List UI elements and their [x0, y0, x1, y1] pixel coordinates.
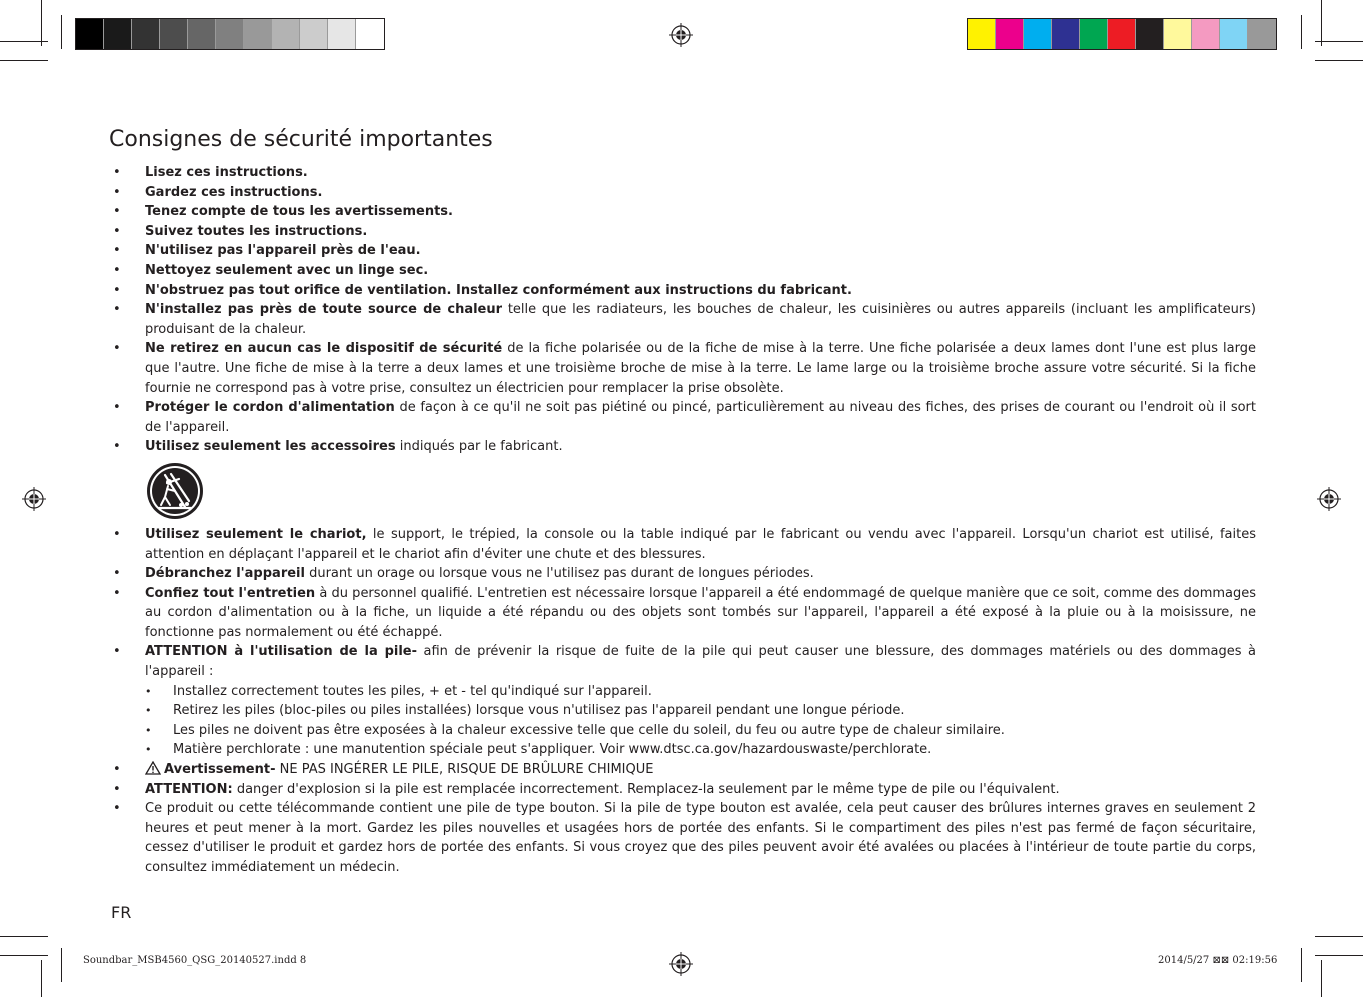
- sub-list-item: • Retirez les piles (bloc-piles ou piles installées) lorsque vous n'utilisez pas l'appareil pendant une longue période.: [109, 701, 1256, 721]
- battery-sub-list: [145, 682, 1256, 760]
- list-item: [109, 398, 1256, 437]
- list-item: [109, 241, 1256, 261]
- instruction-list-continued: [109, 525, 1256, 878]
- cart-warning-icon: [145, 461, 205, 521]
- color-swatch: [1052, 19, 1080, 49]
- item-bold-text: N'installez pas près de toute source de chaleur: [145, 302, 503, 318]
- list-item: [109, 261, 1256, 281]
- cmyk-color-bar: [967, 18, 1277, 50]
- page-title: Consignes de sécurité importantes: [109, 127, 493, 152]
- item-bold-text: Gardez ces instructions.: [145, 184, 323, 200]
- item-text: indiqués par le fabricant.: [395, 439, 563, 455]
- list-item: [109, 799, 1256, 877]
- color-swatch: [244, 19, 272, 49]
- item-bold-text: Confiez tout l'entretien: [145, 585, 316, 601]
- color-swatch: [300, 19, 328, 49]
- color-swatch: [1220, 19, 1248, 49]
- item-bold-text: ATTENTION:: [145, 781, 233, 797]
- registration-mark-icon: [669, 23, 693, 47]
- item-text: afin de prévenir la risque de fuite de la pile qui peut causer une blessure, des dommages matériels ou des dommages à l'appareil :: [145, 644, 1256, 680]
- color-swatch: [1248, 19, 1276, 49]
- list-item: [109, 339, 1256, 398]
- list-item: [109, 437, 1256, 457]
- item-text: NE PAS INGÉRER LE PILE, RISQUE DE BRÛLURE CHIMIQUE: [275, 762, 654, 778]
- color-swatch: [76, 19, 104, 49]
- cart-warning-row: [109, 457, 1256, 525]
- item-bold-text: Lisez ces instructions.: [145, 165, 308, 180]
- color-swatch: [216, 19, 244, 49]
- color-swatch: [1108, 19, 1136, 49]
- color-swatch: [356, 19, 384, 49]
- list-item: [109, 564, 1256, 584]
- list-item: [109, 300, 1256, 339]
- list-item: [109, 760, 1256, 780]
- color-swatch: [160, 19, 188, 49]
- list-item: [109, 202, 1256, 222]
- sub-list-item: • Matière perchlorate : une manutention spéciale peut s'appliquer. Voir www.dtsc.ca.gov/hazardouswaste/perchlorate.: [109, 740, 1256, 760]
- list-item: [109, 281, 1256, 301]
- list-item: [109, 183, 1256, 203]
- item-bold-text: Suivez toutes les instructions.: [145, 223, 368, 239]
- item-bold-text: Nettoyez seulement avec un linge sec.: [145, 262, 429, 278]
- item-bold-text: N'utilisez pas l'appareil près de l'eau.: [145, 243, 421, 259]
- color-swatch: [1164, 19, 1192, 49]
- registration-mark-icon: [1317, 487, 1341, 511]
- item-bold-text: Utilisez seulement le chariot,: [145, 526, 367, 542]
- registration-mark-icon: [22, 487, 46, 511]
- sub-list-item: • Installez correctement toutes les piles, + et - tel qu'indiqué sur l'appareil.: [109, 682, 1256, 702]
- language-code: FR: [111, 903, 132, 922]
- list-item: [109, 222, 1256, 242]
- list-item: [109, 780, 1256, 800]
- item-text: Ce produit ou cette télécommande contient une pile de type bouton. Si la pile de type bouton est avalée, cela peut causer des brûlures internes graves en seulement 2 heures et peut mener à la mort. Gardez les piles nouvelles et usagées hors de portée des enfants. Si le compartiment des piles n'est pas fermé de façon sécuritaire, cessez d'utiliser le produit et gardez hors de portée des enfants. Si vous croyez que des piles peuvent avoir été avalées ou placées à l'intérieur de toute partie du corps, consultez immédiatement un médecin.: [145, 801, 1256, 875]
- color-swatch: [1136, 19, 1164, 49]
- color-swatch: [1080, 19, 1108, 49]
- sub-list-item: • Les piles ne doivent pas être exposées à la chaleur excessive telle que celle du soleil, du feu ou autre type de chaleur similaire.: [109, 721, 1256, 741]
- list-item: [109, 642, 1256, 760]
- timestamp-slug: 2014/5/27 ⊠⊠ 02:19:56: [1158, 955, 1278, 966]
- item-bold-text: N'obstruez pas tout orifice de ventilation. Installez conformément aux instructions du fabricant.: [145, 282, 852, 298]
- color-swatch: [1192, 19, 1220, 49]
- item-bold-text: Utilisez seulement les accessoires: [145, 439, 396, 455]
- registration-mark-icon: [669, 952, 693, 976]
- item-bold-text: Protéger le cordon d'alimentation: [145, 400, 395, 416]
- item-bold-text: ATTENTION à l'utilisation de la pile-: [145, 644, 418, 660]
- color-swatch: [996, 19, 1024, 49]
- item-bold-text: Débranchez l'appareil: [145, 566, 305, 582]
- item-text: le support, le trépied, la console ou la table indiqué par le fabricant ou vendu avec l'appareil. Lorsqu'un chariot est utilisé, faites attention en déplaçant l'appareil et le chariot afin d'éviter une chute et des blessures.: [145, 526, 1257, 562]
- item-text: danger d'explosion si la pile est remplacée incorrectement. Remplacez-la seulement par le même type de pile ou l'équivalent.: [232, 781, 1060, 797]
- item-bold-text: Ne retirez en aucun cas le dispositif de sécurité: [145, 341, 503, 357]
- list-item: [109, 163, 1256, 183]
- list-item: [109, 584, 1256, 643]
- file-slug: Soundbar_MSB4560_QSG_20140527.indd 8: [83, 955, 307, 966]
- color-swatch: [328, 19, 356, 49]
- color-swatch: [968, 19, 996, 49]
- instruction-list: [109, 163, 1256, 457]
- safety-instructions: [109, 163, 1256, 878]
- grayscale-color-bar: [75, 18, 385, 50]
- warning-triangle-icon: [145, 761, 161, 775]
- item-text: de façon à ce qu'il ne soit pas piétiné ou pincé, particulièrement au niveau des fiches, des prises de courant ou l'endroit où il sort de l'appareil.: [145, 400, 1256, 435]
- color-swatch: [1024, 19, 1052, 49]
- item-text: à du personnel qualifié. L'entretien est nécessaire lorsque l'appareil a été endommagé de quelque manière que ce soit, comme des dommages au cordon d'alimentation ou à la fiche, un liquide a été répandu ou des objets sont tombés sur l'appareil, l'appareil a été exposé à la pluie ou à la moisissure, ne fonctionne pas normalement ou été échappé.: [145, 585, 1257, 640]
- item-text: de la fiche polarisée ou de la fiche de mise à la terre. Une fiche polarisée a deux lames dont l'une est plus large que l'autre. Une fiche de mise à la terre a deux lames et une troisième broche de mise à la terre. Le lame large ou la troisième broche assure votre sécurité. Si la fiche fournie ne correspond pas à votre prise, consultez un électricien pour remplacer la prise obsolète.: [145, 341, 1257, 396]
- item-text: telle que les radiateurs, les bouches de chaleur, les cuisinières ou autres appareils (incluant les amplificateurs) produisant de la chaleur.: [145, 302, 1256, 337]
- color-swatch: [188, 19, 216, 49]
- color-swatch: [272, 19, 300, 49]
- color-swatch: [132, 19, 160, 49]
- item-text: durant un orage ou lorsque vous ne l'utilisez pas durant de longues périodes.: [304, 566, 814, 582]
- item-bold-text: Tenez compte de tous les avertissements.: [145, 204, 453, 220]
- color-swatch: [104, 19, 132, 49]
- item-bold-text: Avertissement-: [164, 762, 276, 778]
- list-item: [109, 525, 1256, 564]
